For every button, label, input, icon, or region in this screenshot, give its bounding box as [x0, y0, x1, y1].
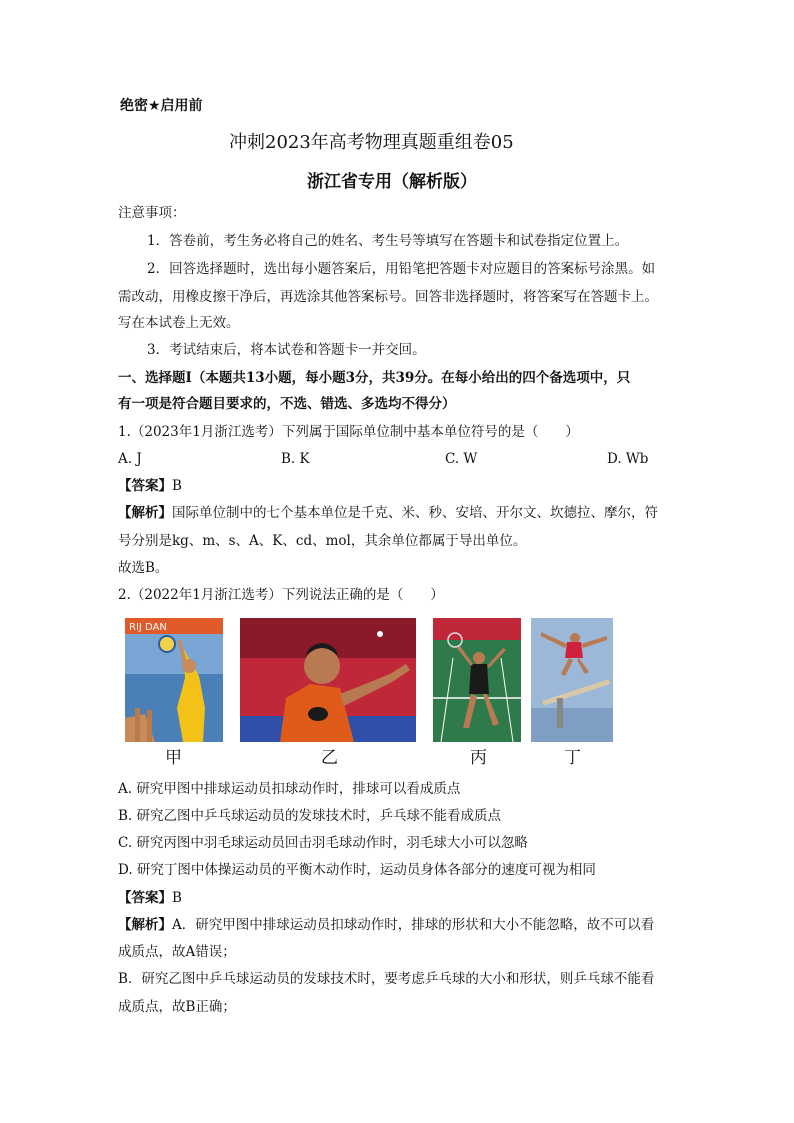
badminton-photo [433, 618, 521, 742]
q2-answer [118, 892, 182, 906]
caption-jia: 甲 [165, 748, 182, 768]
caption-bing: 丙 [470, 748, 487, 768]
q1-answer-label: 【答案】 [118, 478, 172, 494]
q1-answer-value: B [172, 478, 182, 494]
q2-analysis-a-text-1: A．研究甲图中排球运动员扣球动作时，排球的形状和大小不能忽略，故不可以看 [172, 917, 655, 933]
q1-option-a: A. J [118, 451, 142, 467]
q2-option-b: B. 研究乙图中乒乓球运动员的发球技术时，乒乓球不能看成质点 [118, 808, 502, 824]
q1-analysis-line-2: 号分别是kg、m、s、A、K、cd、mol，其余单位都属于导出单位。 [118, 533, 527, 549]
q1-answer [118, 480, 182, 494]
q1-analysis-line-1 [118, 507, 658, 521]
section-heading-line-2: 有一项是符合题目要求的，不选、错选、多选均不得分） [118, 396, 456, 412]
document-title: 冲刺2023年高考物理真题重组卷05 [229, 132, 514, 153]
table-tennis-photo [240, 618, 416, 742]
notes-item-2-line-3: 写在本试卷上无效。 [118, 315, 240, 331]
notes-item-1: 1．答卷前，考生务必将自己的姓名、考生号等填写在答题卡和试卷指定位置上。 [147, 233, 629, 249]
notes-heading: 注意事项： [118, 205, 186, 221]
q2-analysis-b-line-1: B．研究乙图中乒乓球运动员的发球技术时，要考虑乒乓球的大小和形状，则乒乓球不能看 [118, 971, 655, 987]
q1-analysis-label: 【解析】 [118, 505, 172, 521]
q1-option-c: C. W [445, 451, 478, 467]
document-subtitle: 浙江省专用（解析版） [307, 172, 477, 192]
gymnastics-photo [531, 618, 613, 742]
q2-analysis-label: 【解析】 [118, 917, 172, 933]
volleyball-photo [125, 618, 223, 742]
caption-ding: 丁 [564, 748, 581, 768]
notes-item-2-line-1: 2．回答选择题时，选出每小题答案后，用铅笔把答题卡对应题目的答案标号涂黑。如 [147, 261, 656, 277]
q2-analysis-a-line-2: 成质点，故A错误； [118, 944, 236, 960]
q2-option-a: A. 研究甲图中排球运动员扣球动作时，排球可以看成质点 [118, 781, 461, 797]
q1-analysis-text-1: 国际单位制中的七个基本单位是千克、米、秒、安培、开尔文、坎德拉、摩尔，符 [172, 505, 658, 521]
notes-item-2-line-2: 需改动，用橡皮擦干净后，再选涂其他答案标号。回答非选择题时，将答案写在答题卡上。 [118, 289, 658, 305]
q1-conclusion: 故选B。 [118, 560, 169, 576]
caption-yi: 乙 [321, 748, 338, 768]
q2-analysis-b-line-2: 成质点，故B正确； [118, 999, 236, 1015]
q1-option-d: D. Wb [607, 451, 649, 467]
confidential-label: 绝密★启用前 [120, 98, 203, 114]
q1-stem: 1.（2023年1月浙江选考）下列属于国际单位制中基本单位符号的是（ ） [118, 424, 579, 440]
q2-option-d: D. 研究丁图中体操运动员的平衡木动作时，运动员身体各部分的速度可视为相同 [118, 862, 596, 878]
q2-option-c: C. 研究丙图中羽毛球运动员回击羽毛球动作时，羽毛球大小可以忽略 [118, 835, 528, 851]
q2-stem: 2.（2022年1月浙江选考）下列说法正确的是（ ） [118, 587, 444, 603]
section-heading-line-1: 一、选择题Ⅰ（本题共13小题，每小题3分，共39分。在每小给出的四个备选项中，只 [118, 370, 631, 386]
q1-option-b: B. K [281, 451, 310, 467]
svg-text:RIJ DAN: RIJ DAN [129, 622, 167, 633]
q2-answer-label: 【答案】 [118, 890, 172, 906]
notes-item-3: 3．考试结束后，将本试卷和答题卡一并交回。 [147, 342, 426, 358]
q2-analysis-line-1 [118, 919, 654, 933]
q2-answer-value: B [172, 890, 182, 906]
